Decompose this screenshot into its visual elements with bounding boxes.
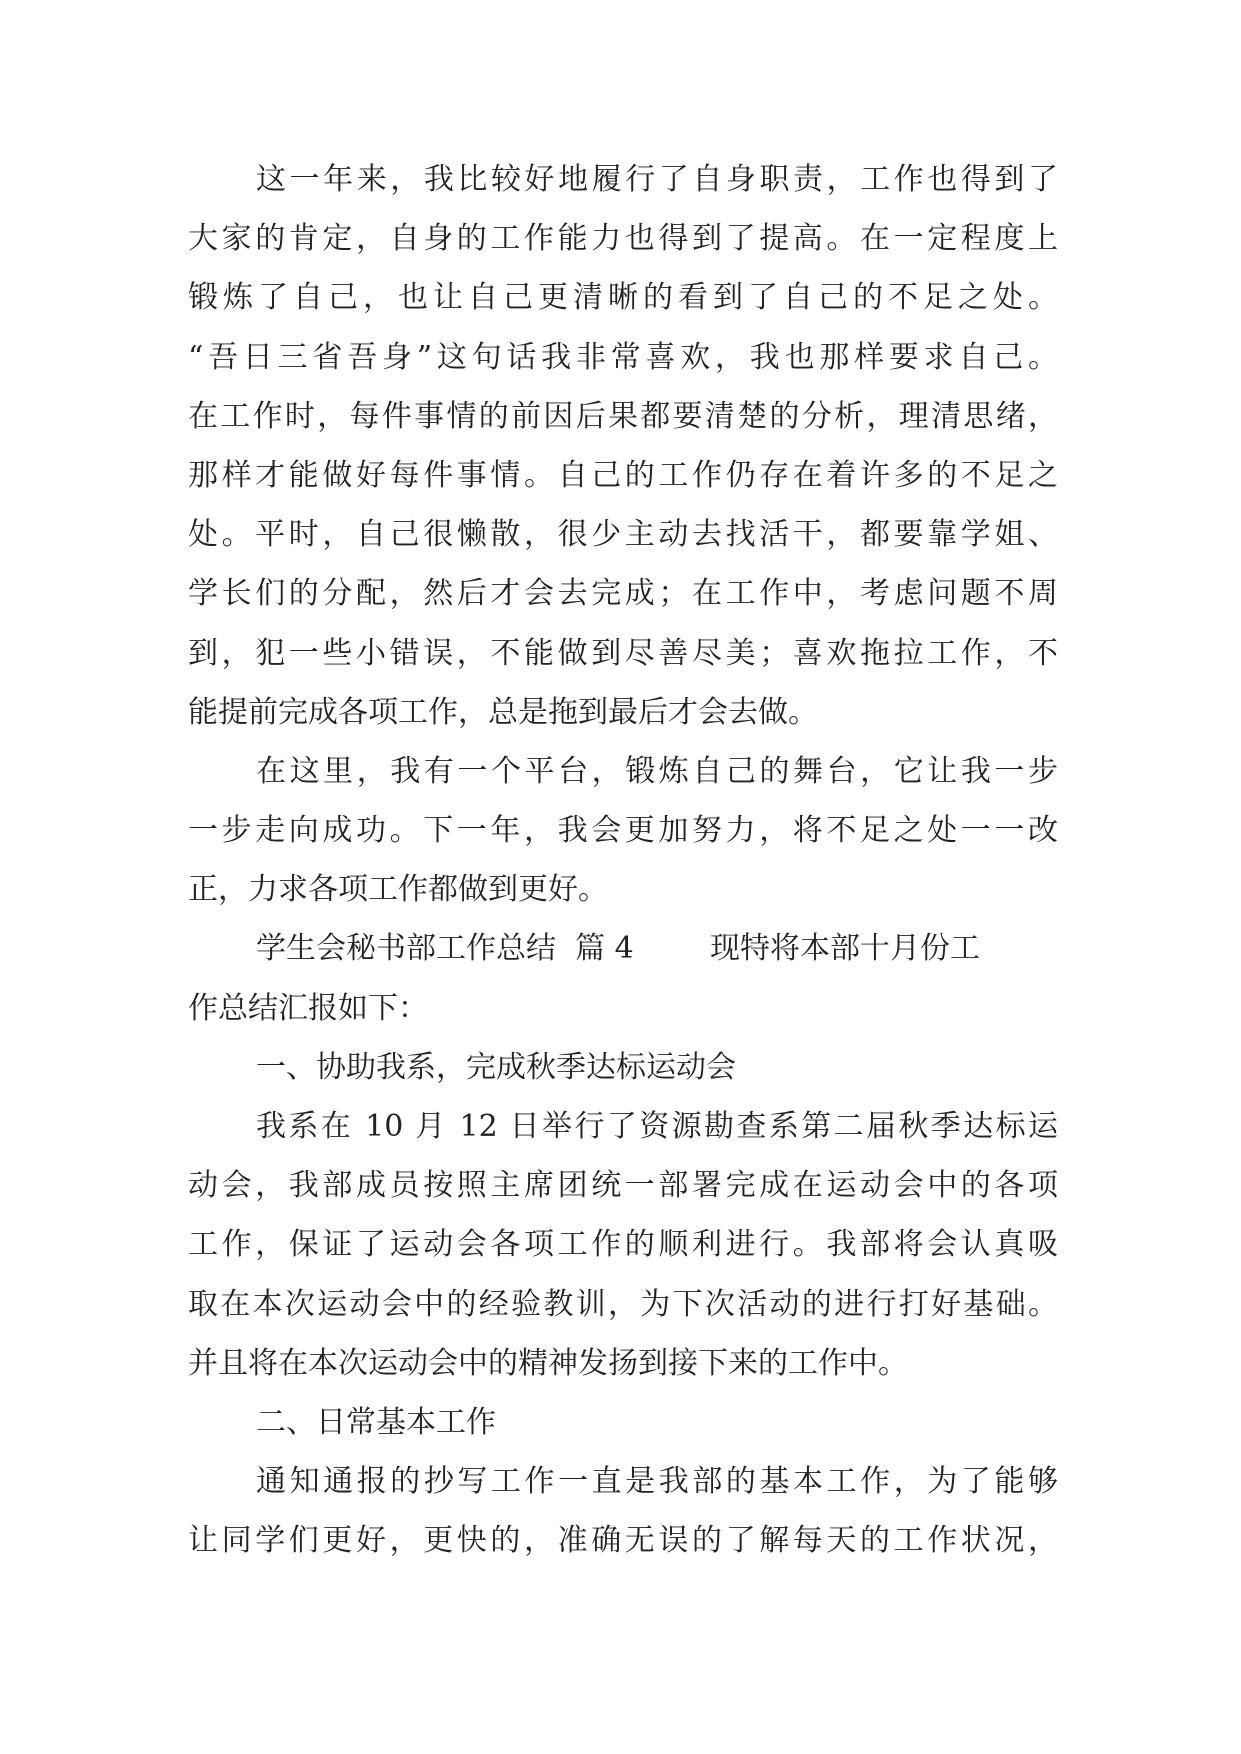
paragraph-line: 工作，保证了运动会各项工作的顺利进行。我部将会认真吸 [188,1227,1058,1263]
paragraph-line: 一步走向成功。下一年，我会更加努力，将不足之处一一改 [188,813,1058,849]
subsection-heading: 一、协助我系，完成秋季达标运动会 [256,1049,736,1085]
paragraph-line: 能提前完成各项工作，总是拖到最后才会去做。 [188,694,818,730]
paragraph-line: 锻炼了自己，也让自己更清晰的看到了自己的不足之处。 [188,280,1058,316]
paragraph-line: 在工作时，每件事情的前因后果都要清楚的分析，理清思绪， [188,398,1058,434]
paragraph-line: 取在本次运动会中的经验教训，为下次活动的进行打好基础。 [188,1286,1058,1322]
paragraph-line: 并且将在本次运动会中的精神发扬到接下来的工作中。 [188,1345,908,1381]
paragraph-line: 大家的肯定，自身的工作能力也得到了提高。在一定程度上 [188,221,1058,257]
paragraph-line: 正，力求各项工作都做到更好。 [188,872,608,908]
document-body [188,150,1058,1571]
section-heading-line: 学生会秘书部工作总结 篇 4 现特将本部十月份工 [256,931,980,967]
paragraph-line: 这一年来，我比较好地履行了自身职责，工作也得到了 [256,162,1058,197]
paragraph-line: 让同学们更好，更快的，准确无误的了解每天的工作状况， [188,1523,1058,1559]
paragraph-line: 在这里，我有一个平台，锻炼自己的舞台，它让我一步 [256,753,1058,789]
paragraph-line: 作总结汇报如下： [188,990,428,1026]
paragraph-line: “吾日三省吾身”这句话我非常喜欢，我也那样要求自己。 [188,339,1058,375]
paragraph-line: 学长们的分配，然后才会去完成；在工作中，考虑问题不周 [188,576,1058,612]
paragraph-line: 我系在 10 月 12 日举行了资源勘查系第二届秋季达标运 [256,1109,1058,1144]
paragraph-line: 通知通报的抄写工作一直是我部的基本工作，为了能够 [256,1464,1058,1500]
subsection-heading: 二、日常基本工作 [256,1404,496,1440]
paragraph-line: 到，犯一些小错误，不能做到尽善尽美；喜欢拖拉工作，不 [188,635,1058,671]
paragraph-line: 处。平时，自己很懒散，很少主动去找活干，都要靠学姐、 [188,517,1058,553]
paragraph-line: 那样才能做好每件事情。自己的工作仍存在着许多的不足之 [188,457,1058,493]
paragraph-line: 动会，我部成员按照主席团统一部署完成在运动会中的各项 [188,1168,1058,1204]
